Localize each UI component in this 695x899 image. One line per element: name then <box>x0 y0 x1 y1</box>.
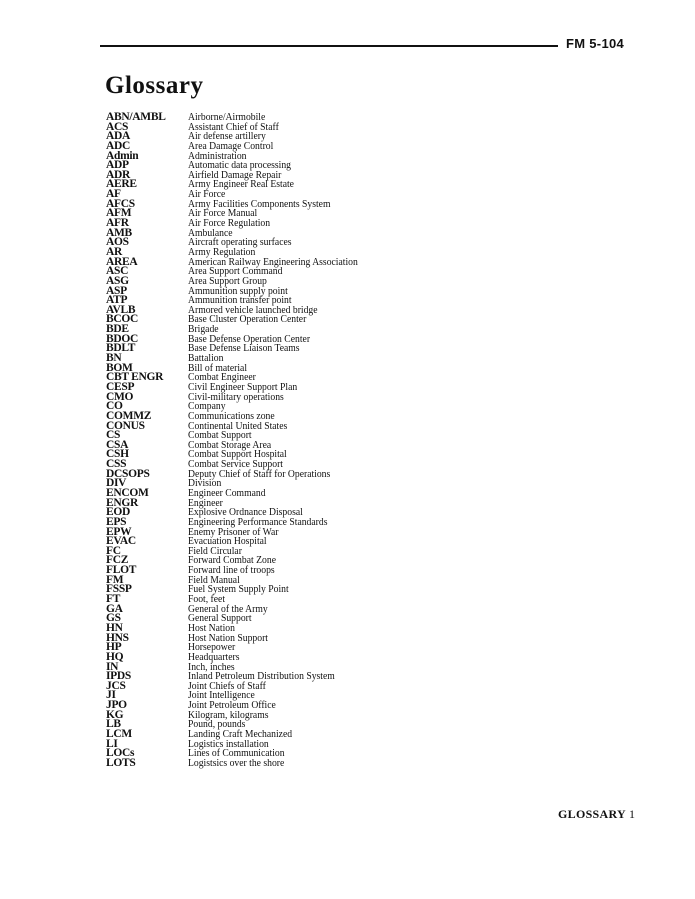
glossary-abbreviation: LI <box>106 737 118 750</box>
glossary-definition: Host Nation <box>188 622 235 634</box>
glossary-abbreviation: CS <box>106 429 121 442</box>
glossary-definition: Continental United States <box>188 420 288 432</box>
glossary-definition: Army Engineer Real Estate <box>188 179 294 191</box>
glossary-definition: Air Force <box>188 189 226 201</box>
glossary-abbreviation: CBT ENGR <box>106 371 164 384</box>
glossary-definition: Ambulance <box>188 227 233 239</box>
glossary-entry <box>106 354 406 364</box>
glossary-entry <box>106 708 406 721</box>
glossary-definition: Engineer Command <box>188 487 266 499</box>
glossary-abbreviation: JI <box>106 689 116 702</box>
glossary-abbreviation: EOD <box>106 506 131 519</box>
glossary-definition: Engineering Performance Standards <box>188 516 328 528</box>
glossary-definition: Deputy Chief of Staff for Operations <box>188 468 331 480</box>
glossary-abbreviation: ENGR <box>106 496 139 509</box>
glossary-abbreviation: JCS <box>106 679 126 692</box>
glossary-entry <box>106 419 406 432</box>
page-footer <box>558 807 635 822</box>
glossary-entry <box>106 566 406 576</box>
glossary-entry <box>106 602 406 615</box>
glossary-definition: Evacuation Hospital <box>188 536 267 548</box>
glossary-abbreviation: ADP <box>106 159 129 172</box>
glossary-abbreviation: EPW <box>106 525 132 538</box>
glossary-abbreviation: FC <box>106 544 121 557</box>
glossary-entry <box>106 219 406 229</box>
glossary-definition: Host Nation Support <box>188 632 268 644</box>
glossary-definition: Foot, feet <box>188 594 226 606</box>
header-rule <box>100 45 558 47</box>
glossary-definition: Forward line of troops <box>188 565 275 577</box>
glossary-abbreviation: CESP <box>106 380 135 393</box>
glossary-abbreviation: AFR <box>106 217 129 230</box>
glossary-abbreviation: LCM <box>106 728 132 740</box>
glossary-definition: Lines of Communication <box>188 748 285 760</box>
glossary-definition: Logistsics over the shore <box>188 757 285 769</box>
glossary-abbreviation: ENCOM <box>106 486 149 499</box>
glossary-abbreviation: AFCS <box>106 197 135 210</box>
glossary-abbreviation: ACS <box>106 120 129 133</box>
glossary-entry <box>106 180 406 190</box>
glossary-definition: Combat Engineer <box>188 372 256 384</box>
glossary-abbreviation: HNS <box>106 631 129 644</box>
glossary-entry <box>106 467 406 480</box>
glossary-abbreviation: ASP <box>106 284 127 297</box>
glossary-definition: Field Circular <box>188 545 242 557</box>
glossary-abbreviation: ASC <box>106 265 129 278</box>
glossary-abbreviation: IN <box>106 660 119 673</box>
glossary-definition: Administration <box>188 150 247 162</box>
glossary-definition: Joint Chiefs of Staff <box>188 680 266 692</box>
glossary-abbreviation: CSS <box>106 458 127 471</box>
glossary-abbreviation: EPS <box>106 515 127 528</box>
glossary-definition: Ammunition transfer point <box>188 295 292 307</box>
glossary-entry <box>106 344 406 354</box>
glossary-definition: Base Defense Operation Center <box>188 333 311 345</box>
glossary-abbreviation: ADR <box>106 168 131 181</box>
glossary-definition: Combat Support <box>188 430 252 442</box>
glossary-definition: Ammunition supply point <box>188 285 288 297</box>
glossary-definition: Air Force Regulation <box>188 218 271 230</box>
glossary-abbreviation: BDOC <box>106 332 139 345</box>
glossary-abbreviation: FT <box>106 593 121 606</box>
glossary-definition: Communications zone <box>188 410 275 422</box>
glossary-list <box>106 113 406 769</box>
glossary-definition: Combat Support Hospital <box>188 449 287 461</box>
glossary-abbreviation: AERE <box>106 178 137 191</box>
glossary-abbreviation: BCOC <box>106 313 139 326</box>
glossary-abbreviation: CSA <box>106 438 129 451</box>
glossary-abbreviation: AF <box>106 188 121 201</box>
glossary-definition: Enemy Prisoner of War <box>188 526 279 538</box>
glossary-definition: Company <box>188 401 226 413</box>
glossary-entry <box>106 643 406 653</box>
glossary-definition: Engineer <box>188 497 223 509</box>
glossary-abbreviation: GA <box>106 602 123 615</box>
glossary-abbreviation: AVLB <box>106 303 136 316</box>
glossary-abbreviation: FM <box>106 573 124 586</box>
glossary-definition: Kilogram, kilograms <box>188 709 269 721</box>
glossary-definition: Air Force Manual <box>188 208 258 220</box>
glossary-definition: Airborne/Airmobile <box>188 112 266 123</box>
document-code: FM 5-104 <box>566 36 625 51</box>
glossary-definition: Armored vehicle launched bridge <box>188 304 318 316</box>
glossary-definition: Area Support Command <box>188 266 283 278</box>
glossary-entry <box>106 756 406 769</box>
glossary-abbreviation: LOTS <box>106 756 136 769</box>
glossary-abbreviation: AREA <box>106 255 138 268</box>
glossary-entry <box>106 650 406 663</box>
glossary-entry <box>106 631 406 644</box>
glossary-entry <box>106 585 406 595</box>
glossary-definition: American Railway Engineering Association <box>188 256 358 268</box>
glossary-abbreviation: CSH <box>106 448 129 461</box>
page-title: Glossary <box>105 72 204 99</box>
glossary-abbreviation: AOS <box>106 236 129 249</box>
glossary-definition: General Support <box>188 613 252 625</box>
glossary-definition: Landing Craft Mechanized <box>188 729 293 740</box>
glossary-definition: Horsepower <box>188 642 236 654</box>
glossary-definition: Field Manual <box>188 574 240 586</box>
glossary-entry <box>106 139 406 152</box>
glossary-abbreviation: HP <box>106 641 122 654</box>
glossary-abbreviation: BOM <box>106 361 133 374</box>
glossary-abbreviation: DIV <box>106 477 127 490</box>
glossary-entry <box>106 238 406 248</box>
glossary-definition: Pound, pounds <box>188 719 246 731</box>
glossary-abbreviation: BDLT <box>106 342 136 355</box>
glossary-definition: Base Cluster Operation Center <box>188 314 307 326</box>
glossary-entry <box>106 614 406 624</box>
glossary-abbreviation: FCZ <box>106 554 129 567</box>
glossary-definition: Area Damage Control <box>188 140 274 152</box>
glossary-abbreviation: IPDS <box>106 670 132 683</box>
glossary-abbreviation: BN <box>106 352 122 365</box>
glossary-abbreviation: JPO <box>106 699 127 712</box>
glossary-abbreviation: FLOT <box>106 564 137 577</box>
glossary-entry <box>106 679 406 692</box>
glossary-abbreviation: LOCs <box>106 747 135 760</box>
page-number: 1 <box>629 807 635 821</box>
glossary-entry <box>106 390 406 403</box>
glossary-definition: Combat Service Support <box>188 459 283 471</box>
glossary-definition: Explosive Ordnance Disposal <box>188 507 303 519</box>
glossary-abbreviation: LB <box>106 718 121 731</box>
glossary-definition: General of the Army <box>188 603 268 615</box>
glossary-definition: Area Support Group <box>188 275 267 287</box>
glossary-definition: Airfield Damage Repair <box>188 169 282 181</box>
glossary-abbreviation: Admin <box>106 149 139 162</box>
glossary-definition: Headquarters <box>188 651 240 663</box>
glossary-definition: Joint Petroleum Office <box>188 700 276 712</box>
glossary-abbreviation: ASG <box>106 274 129 287</box>
glossary-abbreviation: GS <box>106 612 121 625</box>
glossary-definition: Battalion <box>188 353 224 365</box>
glossary-abbreviation: ADC <box>106 139 131 152</box>
glossary-definition: Inland Petroleum Distribution System <box>188 671 335 683</box>
glossary-definition: Brigade <box>188 324 219 336</box>
glossary-abbreviation: ATP <box>106 294 128 307</box>
glossary-abbreviation: COMMZ <box>106 409 152 422</box>
glossary-definition: Forward Combat Zone <box>188 555 277 567</box>
glossary-definition: Base Defense Liaison Teams <box>188 343 300 355</box>
glossary-definition: Division <box>188 478 222 490</box>
glossary-definition: Automatic data processing <box>188 160 292 172</box>
glossary-definition: Civil-military operations <box>188 391 284 403</box>
glossary-definition: Assistant Chief of Staff <box>188 121 279 133</box>
glossary-definition: Air defense artillery <box>188 131 266 143</box>
glossary-abbreviation: CO <box>106 400 123 413</box>
glossary-definition: Army Regulation <box>188 246 256 258</box>
glossary-definition: Army Facilities Components System <box>188 198 331 210</box>
glossary-abbreviation: AR <box>106 245 123 258</box>
glossary-abbreviation: CONUS <box>106 419 145 432</box>
glossary-abbreviation: BDE <box>106 323 129 336</box>
glossary-definition: Bill of material <box>188 362 248 374</box>
glossary-entry <box>106 486 406 499</box>
glossary-abbreviation: HN <box>106 621 123 634</box>
glossary-definition: Joint Intelligence <box>188 690 255 702</box>
glossary-abbreviation: ADA <box>106 130 131 143</box>
glossary-definition: Aircraft operating surfaces <box>188 237 292 249</box>
glossary-abbreviation: AFM <box>106 207 132 220</box>
glossary-abbreviation: AMB <box>106 226 132 239</box>
glossary-abbreviation: ABN/AMBL <box>106 111 166 123</box>
footer-label: GLOSSARY <box>558 807 626 821</box>
glossary-abbreviation: CMO <box>106 390 134 403</box>
glossary-abbreviation: HQ <box>106 650 124 663</box>
glossary-definition: Fuel System Supply Point <box>188 584 289 596</box>
glossary-abbreviation: FSSP <box>106 583 132 596</box>
glossary-definition: Civil Engineer Support Plan <box>188 381 298 393</box>
glossary-entry <box>106 537 406 547</box>
glossary-entry <box>106 315 406 325</box>
glossary-abbreviation: EVAC <box>106 535 136 548</box>
glossary-abbreviation: DCSOPS <box>106 467 150 480</box>
glossary-definition: Inch, inches <box>188 661 235 673</box>
glossary-definition: Logistics installation <box>188 738 269 750</box>
glossary-abbreviation: KG <box>106 708 124 721</box>
glossary-definition: Combat Storage Area <box>188 439 272 451</box>
